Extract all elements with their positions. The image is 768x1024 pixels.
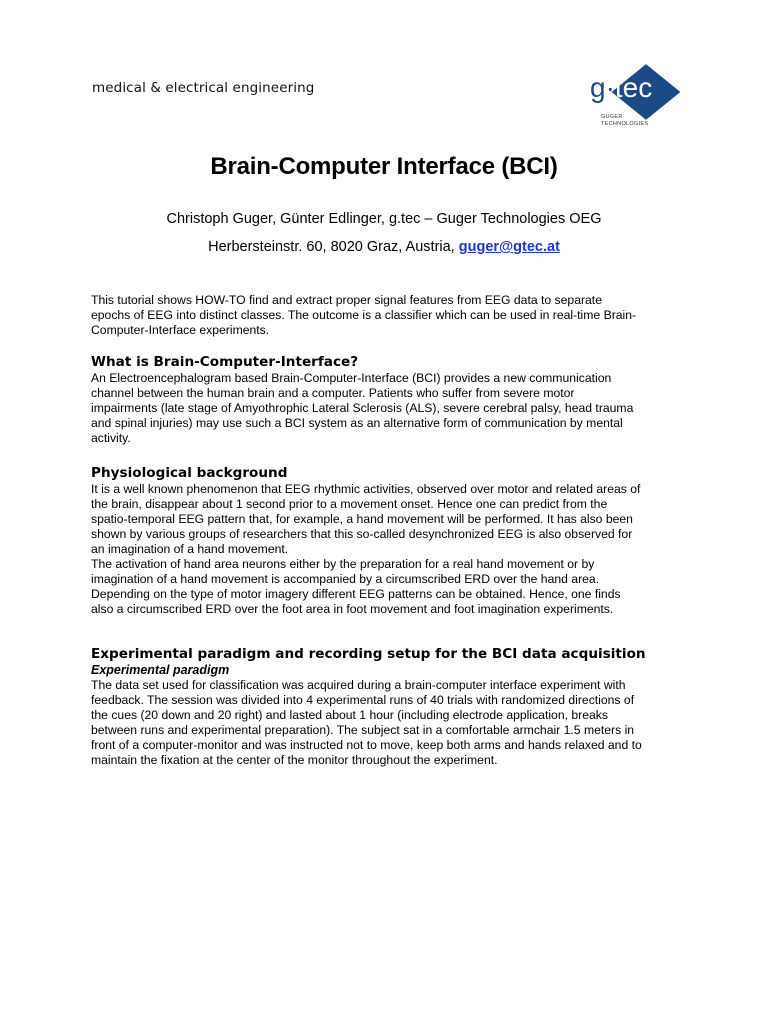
logo-prefix: g: [590, 72, 606, 103]
section-line: shown by various groups of researchers that this so-called desynchronized EEG is also observed for: [91, 527, 633, 541]
section-subheading: Experimental paradigm: [91, 663, 230, 677]
section-line: feedback. The session was divided into 4 experimental runs of 40 trials with randomized directions of: [91, 693, 635, 707]
section-line: spatio-temporal EEG pattern that, for example, a hand movement will be performed. It has also been: [91, 512, 633, 526]
section-line: The data set used for classification was acquired during a brain-computer interface experiment with: [91, 678, 626, 692]
address-text: Herbersteinstr. 60, 8020 Graz, Austria,: [208, 239, 459, 255]
address-line: [0, 239, 768, 255]
section-line: The activation of hand area neurons either by the preparation for a real hand movement or by: [91, 557, 595, 571]
section-line: maintain the fixation at the center of the monitor throughout the experiment.: [91, 753, 498, 767]
logo-sub-line2: TECHNOLOGIES: [601, 121, 649, 127]
section-experimental-paradigm: [91, 646, 691, 768]
section-line: impairments (late stage of Amyothrophic Lateral Sclerosis (ALS), severe cerebral palsy, head trauma: [91, 401, 634, 415]
logo-subtitle: [601, 114, 648, 128]
intro-line: epochs of EEG into distinct classes. The outcome is a classifier which can be used in real-time Brain-: [91, 308, 637, 322]
authors-line: Christoph Guger, Günter Edlinger, g.tec – Guger Technologies OEG: [166, 211, 602, 227]
logo-sub-line1: GUGER: [601, 114, 623, 120]
section-line: also a circumscribed ERD over the foot area in foot movement and foot imagination experiments.: [91, 602, 614, 616]
logo-suffix: tec: [614, 72, 653, 103]
intro-line: Computer-Interface experiments.: [91, 323, 270, 337]
section-line: channel between the human brain and a computer. Patients who suffer from severe motor: [91, 386, 575, 400]
section-physiological-background: [91, 465, 691, 617]
section-line: activity.: [91, 431, 131, 445]
section-heading: Physiological background: [91, 465, 288, 481]
section-heading: What is Brain-Computer-Interface?: [91, 354, 359, 370]
header-tagline: medical & electrical engineering: [92, 80, 315, 96]
logo-dot: ·: [605, 72, 615, 103]
email-link[interactable]: guger@gtec.at: [458, 239, 560, 255]
section-line: the brain, disappear about 1 second prior to a movement onset. Hence one can predict from the: [91, 497, 608, 511]
section-what-is-bci: [91, 354, 691, 446]
document-title: Brain-Computer Interface (BCI): [210, 153, 558, 180]
section-line: an imagination of a hand movement.: [91, 542, 289, 556]
section-heading: Experimental paradigm and recording setup for the BCI data acquisition: [91, 646, 646, 662]
section-line: and spinal injuries) may use such a BCI system as an alternative form of communication by mental: [91, 416, 623, 430]
intro-line: This tutorial shows HOW-TO find and extract proper signal features from EEG data to separate: [91, 293, 602, 307]
section-line: the cues (20 down and 20 right) and lasted about 1 hour (including electrode application, breaks: [91, 708, 608, 722]
section-line: front of a computer-monitor and was instructed not to move, keep both arms and hands relaxed and to: [91, 738, 642, 752]
section-line: Depending on the type of motor imagery different EEG patterns can be obtained. Hence, one finds: [91, 587, 621, 601]
gtec-logo: [588, 64, 680, 132]
section-line: between runs and experimental preparation). The subject sat in a comfortable armchair 1.5 meters in: [91, 723, 635, 737]
logo-wordmark: [590, 74, 652, 102]
intro-paragraph: [91, 293, 691, 338]
section-line: It is a well known phenomenon that EEG rhythmic activities, observed over motor and related areas of: [91, 482, 641, 496]
section-line: An Electroencephalogram based Brain-Computer-Interface (BCI) provides a new communication: [91, 371, 612, 385]
section-line: imagination of a hand movement is accompanied by a circumscribed ERD over the hand area.: [91, 572, 600, 586]
